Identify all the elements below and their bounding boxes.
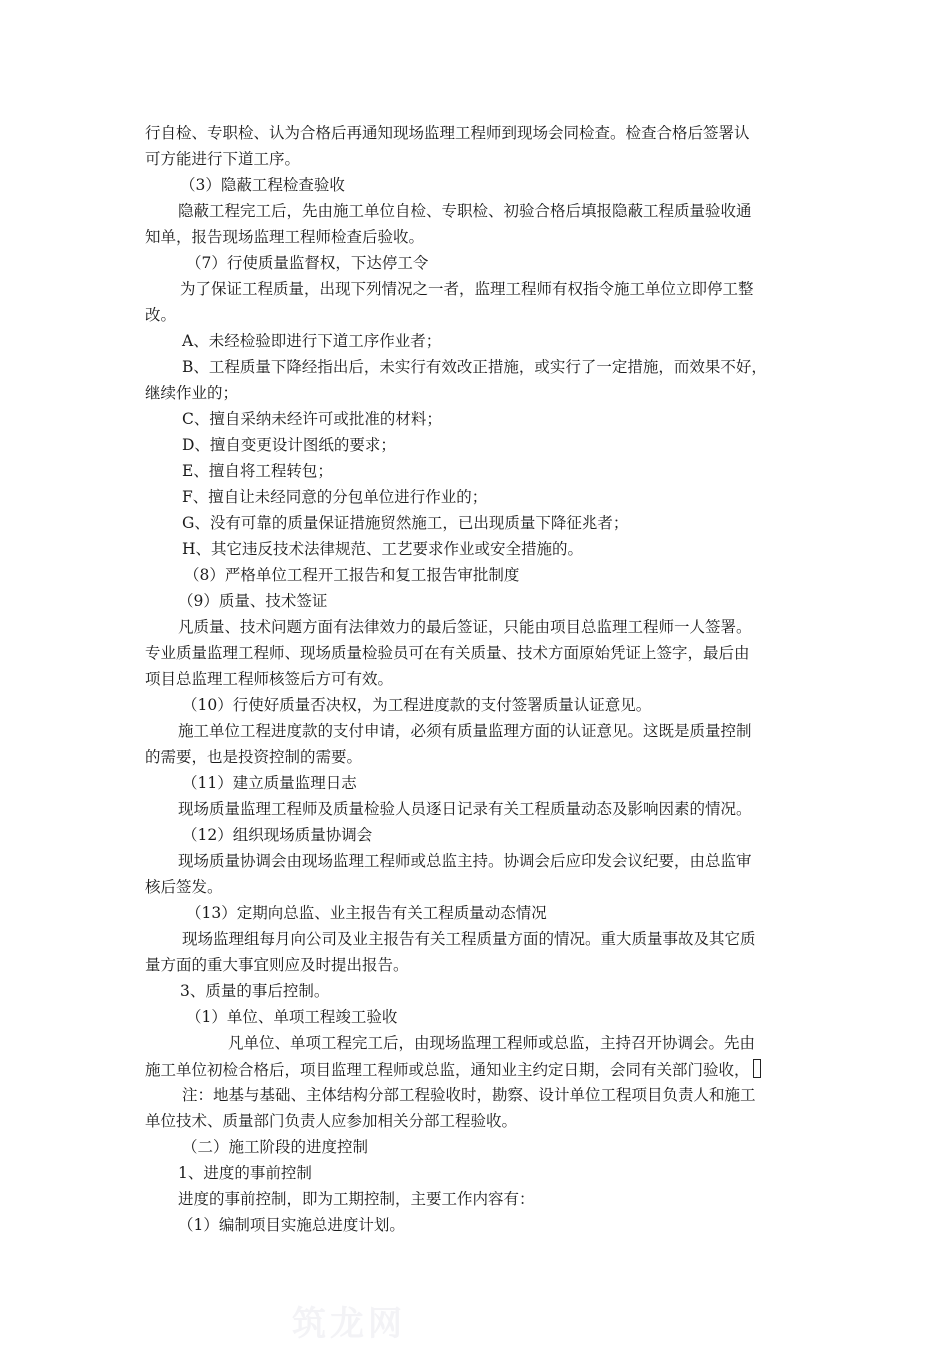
text-line: 进度的事前控制，即为工期控制，主要工作内容有： xyxy=(178,1190,535,1208)
text-line: 凡单位、单项工程完工后，由现场监理工程师或总监，主持召开协调会。先由 xyxy=(228,1034,756,1052)
text-line: 专业质量监理工程师、现场质量检验员可在有关质量、技术方面原始凭证上签字，最后由 xyxy=(145,644,750,662)
list-item: H、其它违反技术法律规范、工艺要求作业或安全措施的。 xyxy=(182,540,584,558)
text-line: 的需要，也是投资控制的需要。 xyxy=(145,748,363,766)
section-heading: （8）严格单位工程开工报告和复工报告审批制度 xyxy=(184,566,520,584)
text-span: 施工单位初检合格后，项目监理工程师或总监，通知业主约定日期，会同有关部门验收， xyxy=(145,1061,750,1079)
text-line: 现场监理组每月向公司及业主报告有关工程质量方面的情况。重大质量事故及其它质 xyxy=(182,930,756,948)
section-heading: （1）编制项目实施总进度计划。 xyxy=(178,1216,405,1234)
section-heading: （11）建立质量监理日志 xyxy=(182,774,357,792)
section-heading: 3、质量的事后控制。 xyxy=(180,982,330,1000)
text-line: 为了保证工程质量，出现下列情况之一者，监理工程师有权指令施工单位立即停工整 xyxy=(180,280,754,298)
list-item: G、没有可靠的质量保证措施贸然施工，已出现质量下降征兆者； xyxy=(182,514,629,532)
watermark: 筑龙网 xyxy=(292,1304,406,1344)
list-item: B、工程质量下降经指出后，未实行有效改正措施，或实行了一定措施，而效果不好， xyxy=(182,358,767,376)
text-line: 量方面的重大事宜则应及时提出报告。 xyxy=(145,956,409,974)
text-line: 改。 xyxy=(145,306,177,324)
text-line: 现场质量协调会由现场监理工程师或总监主持。协调会后应印发会议纪要，由总监审 xyxy=(178,852,752,870)
text-line: 现场质量监理工程师及质量检验人员逐日记录有关工程质量动态及影响因素的情况。 xyxy=(178,800,752,818)
list-item: C、擅自采纳未经许可或批准的材料； xyxy=(182,410,442,428)
section-heading: （7）行使质量监督权，下达停工令 xyxy=(186,254,429,272)
list-item: E、擅自将工程转包； xyxy=(182,462,333,480)
section-heading: （10）行使好质量否决权，为工程进度款的支付签署质量认证意见。 xyxy=(182,696,652,714)
section-heading: （3）隐蔽工程检查验收 xyxy=(180,176,345,194)
section-heading: （二）施工阶段的进度控制 xyxy=(182,1138,369,1156)
text-line: 施工单位工程进度款的支付申请，必须有质量监理方面的认证意见。这既是质量控制 xyxy=(178,722,752,740)
text-line: 凡质量、技术问题方面有法律效力的最后签证，只能由项目总监理工程师一人签署。 xyxy=(178,618,752,636)
text-line: 项目总监理工程师核签后方可有效。 xyxy=(145,670,394,688)
section-heading: （13）定期向总监、业主报告有关工程质量动态情况 xyxy=(186,904,547,922)
section-heading: （9）质量、技术签证 xyxy=(178,592,328,610)
text-line: 注：地基与基础、主体结构分部工程验收时，勘察、设计单位工程项目负责人和施工 xyxy=(182,1086,756,1104)
text-line: 核后签发。 xyxy=(145,878,223,896)
missing-glyph-box xyxy=(753,1059,761,1078)
text-line: 单位技术、质量部门负责人应参加相关分部工程验收。 xyxy=(145,1112,518,1130)
text-line-with-box xyxy=(145,1059,761,1080)
list-item: D、擅自变更设计图纸的要求； xyxy=(182,436,396,454)
section-heading: （12）组织现场质量协调会 xyxy=(182,826,373,844)
text-line: 行自检、专职检、认为合格后再通知现场监理工程师到现场会同检查。检查合格后签署认 xyxy=(145,124,750,142)
list-item: A、未经检验即进行下道工序作业者； xyxy=(182,332,442,350)
text-line: 可方能进行下道工序。 xyxy=(145,150,301,168)
text-line: 继续作业的； xyxy=(145,384,239,402)
section-heading: （1）单位、单项工程竣工验收 xyxy=(186,1008,398,1026)
text-line: 知单，报告现场监理工程师检查后验收。 xyxy=(145,228,425,246)
text-line: 隐蔽工程完工后，先由施工单位自检、专职检、初验合格后填报隐蔽工程质量验收通 xyxy=(178,202,752,220)
list-item: F、擅自让未经同意的分包单位进行作业的； xyxy=(182,488,488,506)
section-heading: 1、进度的事前控制 xyxy=(178,1164,312,1182)
